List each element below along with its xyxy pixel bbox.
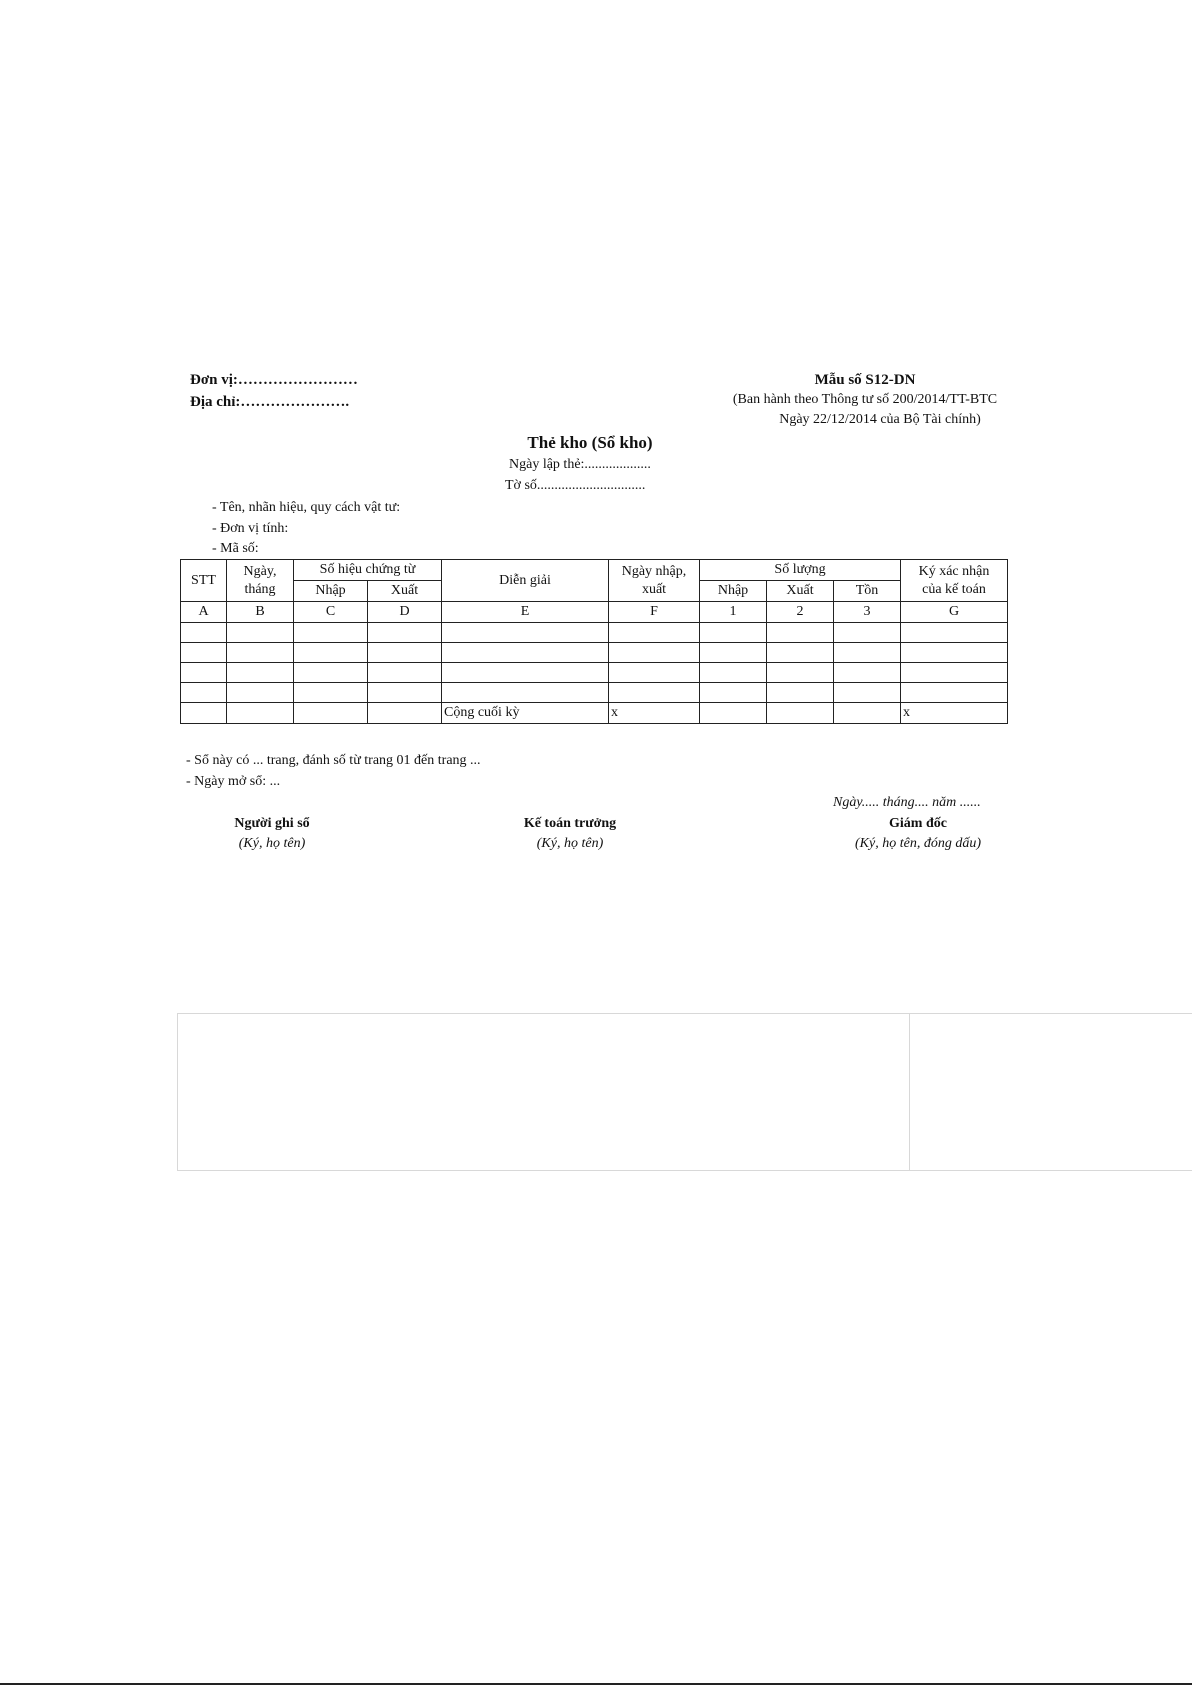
code-cell: A — [181, 602, 227, 623]
header-qty-in: Nhập — [700, 581, 767, 602]
code-cell: E — [442, 602, 609, 623]
code-cell: G — [901, 602, 1008, 623]
form-number: Mẫu số S12-DN — [814, 372, 916, 388]
header-doc-in: Nhập — [294, 581, 368, 602]
code-cell: B — [227, 602, 294, 623]
signer-accountant-note: (Ký, họ tên) — [536, 836, 604, 851]
unit-label: Đơn vị:…………………… — [190, 372, 358, 388]
open-date-note: - Ngày mở sổ: ... — [186, 774, 281, 789]
ledger-table — [180, 559, 1008, 724]
header-confirm: Ký xác nhận của kế toán — [901, 560, 1008, 602]
code-row — [181, 602, 1008, 623]
code-cell: 1 — [700, 602, 767, 623]
header-qty-out: Xuất — [767, 581, 834, 602]
card-date: Ngày lập thẻ:................... — [509, 457, 651, 472]
signer-director-title: Giám đốc — [889, 816, 947, 831]
signer-accountant-title: Kế toán trưởng — [523, 816, 617, 831]
total-row — [181, 703, 1008, 724]
header-stt: STT — [181, 560, 227, 602]
unit-field: - Đơn vị tính: — [212, 521, 289, 536]
total-label: Cộng cuối kỳ — [442, 703, 609, 724]
issued-date: Ngày 22/12/2014 của Bộ Tài chính) — [779, 412, 981, 427]
sign-date: Ngày..... tháng.... năm ...... — [833, 795, 981, 810]
code-cell: 3 — [834, 602, 901, 623]
header-doc-no: Số hiệu chứng từ — [294, 560, 442, 581]
code-cell: C — [294, 602, 368, 623]
header-quantity: Số lượng — [700, 560, 901, 581]
code-cell: D — [368, 602, 442, 623]
address-label: Địa chỉ:…………………. — [190, 394, 350, 410]
header-doc-out: Xuất — [368, 581, 442, 602]
header-date: Ngày, tháng — [227, 560, 294, 602]
table-row — [181, 683, 1008, 703]
total-f: x — [609, 703, 700, 724]
empty-content-box — [177, 1013, 1192, 1171]
code-cell: F — [609, 602, 700, 623]
header-description: Diễn giải — [442, 560, 609, 602]
sheet-number: Tờ số............................... — [505, 478, 646, 493]
box-divider — [909, 1014, 910, 1170]
table-row — [181, 623, 1008, 643]
signer-recorder-title: Người ghi sổ — [234, 816, 310, 831]
material-name-field: - Tên, nhãn hiệu, quy cách vật tư: — [212, 500, 401, 515]
signer-director-note: (Ký, họ tên, đóng dấu) — [855, 836, 981, 851]
table-row — [181, 663, 1008, 683]
table-row — [181, 643, 1008, 663]
header-qty-stock: Tồn — [834, 581, 901, 602]
code-field: - Mã số: — [212, 541, 259, 556]
page-title: Thẻ kho (Sổ kho) — [527, 433, 653, 452]
code-cell: 2 — [767, 602, 834, 623]
signer-recorder-note: (Ký, họ tên) — [238, 836, 306, 851]
page-count-note: - Sổ này có ... trang, đánh số từ trang 01 đến trang ... — [186, 753, 481, 768]
issued-by: (Ban hành theo Thông tư số 200/2014/TT-BTC — [732, 392, 998, 407]
total-g: x — [901, 703, 1008, 724]
header-io-date: Ngày nhập, xuất — [609, 560, 700, 602]
